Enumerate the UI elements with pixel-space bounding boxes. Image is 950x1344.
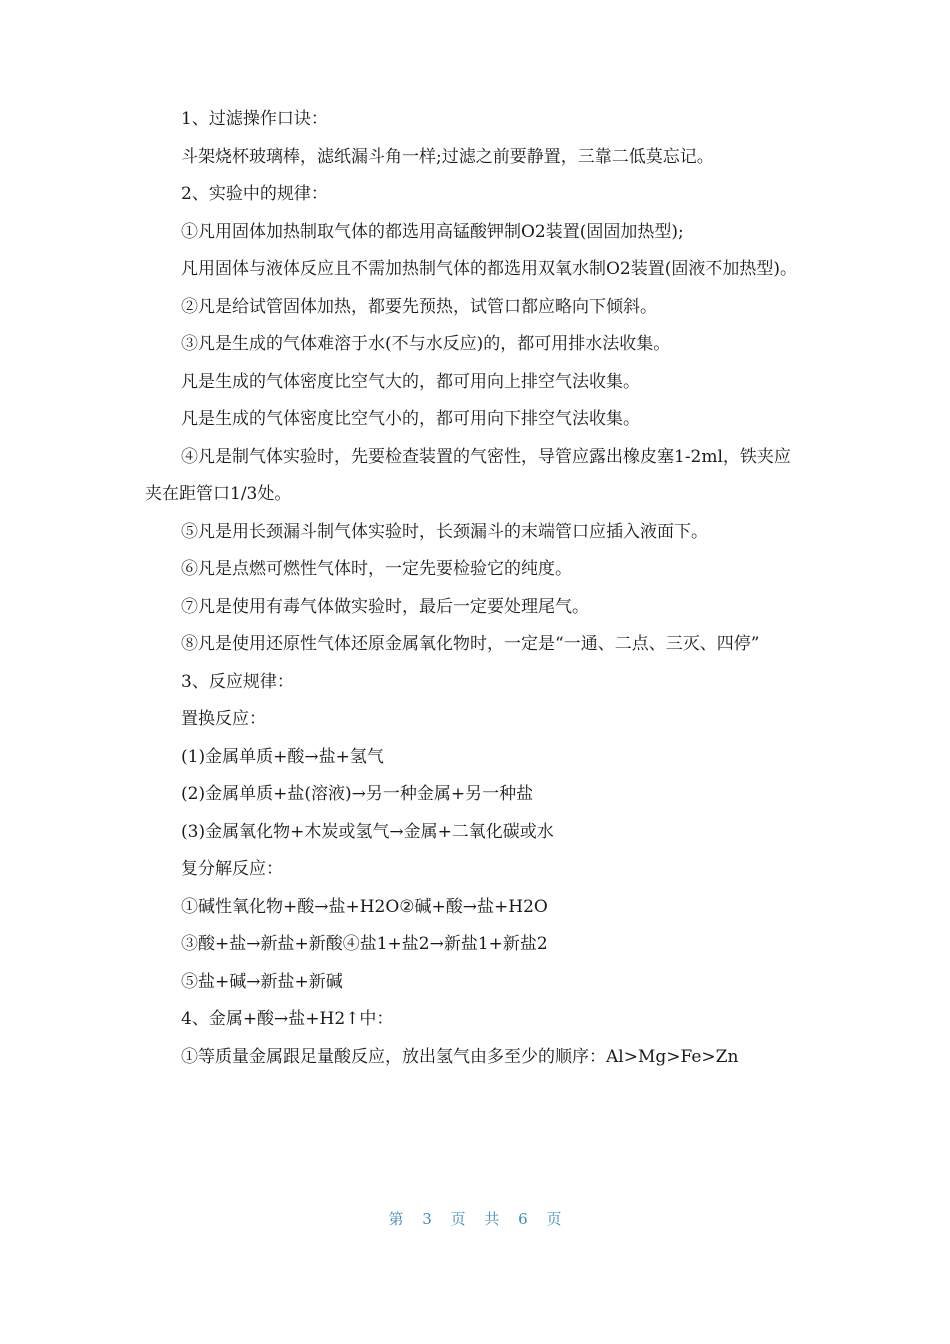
paragraph: 斗架烧杯玻璃棒，滤纸漏斗角一样;过滤之前要静置，三靠二低莫忘记。 — [181, 146, 714, 167]
page-number-footer: 第 3 页 共 6 页 — [388, 1210, 562, 1228]
paragraph: 凡是生成的气体密度比空气大的，都可用向上排空气法收集。 — [181, 371, 640, 392]
paragraph: ⑥凡是点燃可燃性气体时，一定先要检验它的纯度。 — [181, 559, 572, 579]
paragraph: ①等质量金属跟足量酸反应，放出氢气由多至少的顺序：Al>Mg>Fe>Zn — [181, 1046, 739, 1067]
document-body — [145, 101, 805, 1076]
paragraph: (1)金属单质+酸→盐+氢气 — [181, 746, 384, 767]
paragraph: ②凡是给试管固体加热，都要先预热，试管口都应略向下倾斜。 — [181, 296, 657, 317]
paragraph: 凡是生成的气体密度比空气小的，都可用向下排空气法收集。 — [181, 409, 640, 429]
section-heading: 4、金属+酸→盐+H2↑中： — [181, 1009, 394, 1029]
paragraph: ①碱性氧化物+酸→盐+H2O②碱+酸→盐+H2O — [181, 896, 548, 917]
paragraph: ④凡是制气体实验时，先要检查装置的气密性，导管应露出橡皮塞1-2ml，铁夹应夹在距管口1/3处。 — [145, 446, 791, 504]
paragraph: ⑧凡是使用还原性气体还原金属氧化物时，一定是“一通、二点、三灭、四停” — [181, 634, 760, 654]
paragraph: ⑦凡是使用有毒气体做实验时，最后一定要处理尾气。 — [181, 596, 589, 617]
paragraph: ⑤凡是用长颈漏斗制气体实验时，长颈漏斗的末端管口应插入液面下。 — [181, 521, 708, 542]
paragraph: 复分解反应： — [181, 859, 283, 879]
paragraph: ⑤盐+碱→新盐+新碱 — [181, 971, 343, 992]
paragraph: 1、过滤操作口诀： — [181, 109, 328, 129]
paragraph: 凡用固体与液体反应且不需加热制气体的都选用双氧水制O2装置(固液不加热型)。 — [181, 259, 798, 279]
paragraph: (3)金属氧化物+木炭或氢气→金属+二氧化碳或水 — [181, 821, 554, 842]
paragraph: ③凡是生成的气体难溶于水(不与水反应)的，都可用排水法收集。 — [181, 334, 671, 354]
paragraph: 置换反应： — [181, 709, 266, 729]
section-heading: 3、反应规律： — [181, 671, 294, 692]
paragraph: ①凡用固体加热制取气体的都选用高锰酸钾制O2装置(固固加热型); — [181, 221, 684, 242]
paragraph: ③酸+盐→新盐+新酸④盐1+盐2→新盐1+新盐2 — [181, 934, 548, 954]
paragraph: 2、实验中的规律： — [181, 184, 328, 204]
paragraph: (2)金属单质+盐(溶液)→另一种金属+另一种盐 — [181, 784, 534, 804]
